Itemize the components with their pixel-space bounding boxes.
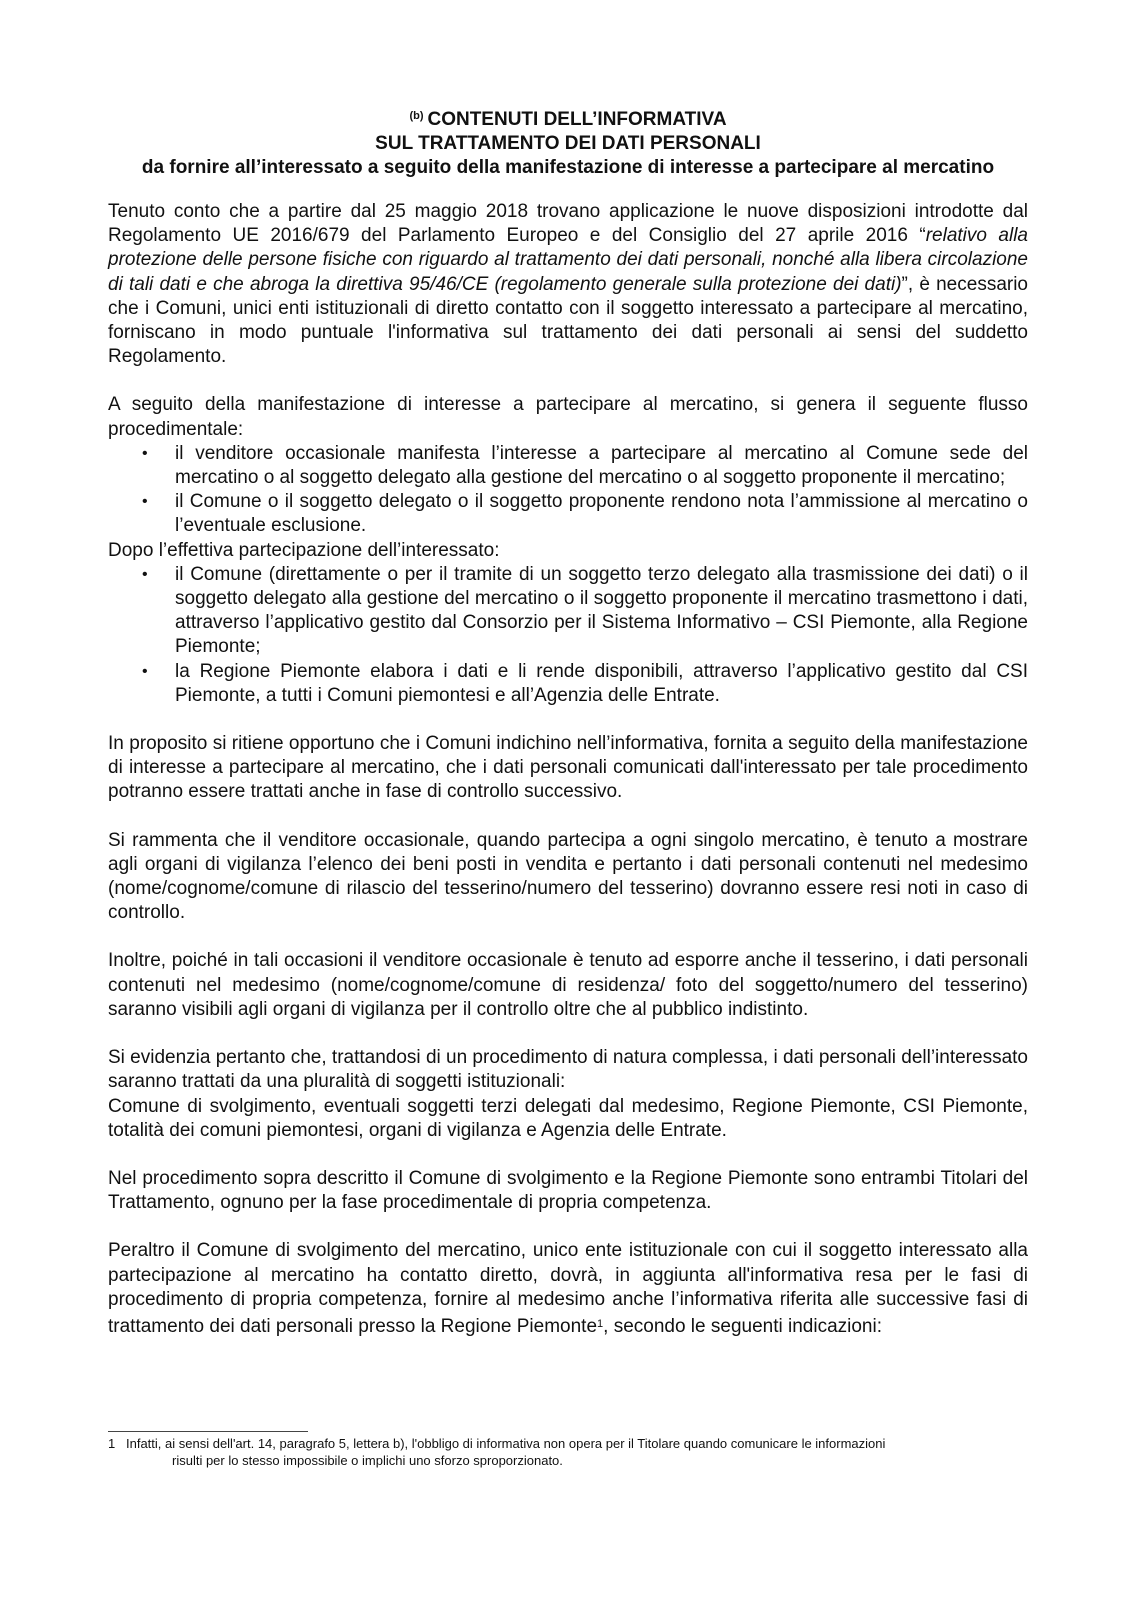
- paragraph-flow-intro: A seguito della manifestazione di interesse a partecipare al mercatino, si genera il seguente flusso procedimentale:: [108, 394, 1028, 440]
- footnote-divider: [108, 1431, 308, 1432]
- paragraph-proposito: In proposito si ritiene opportuno che i Comuni indichino nell’informativa, fornita a seguito della manifestazione di interesse a partecipare al mercatino, che i dati personali comunicati dall'interessato per tale procedimento potranno essere trattati anche in fase di controllo successivo.: [108, 733, 1028, 803]
- list-item: • il Comune (direttamente o per il tramite di un soggetto terzo delegato alla trasmissione dei dati) o il soggetto delegato alla gestione del mercatino o il soggetto proponente il mercatino trasmettono i dati, attraverso l’applicativo gestito dal Consorzio per il Sistema Informativo – CSI Piemonte, alla Regione Piemonte;: [108, 563, 1028, 660]
- heading-line-2: SUL TRATTAMENTO DEI DATI PERSONALI: [375, 133, 761, 154]
- document-page: [108, 104, 1028, 1339]
- list-item: • il venditore occasionale manifesta l’interesse a partecipare al mercatino al Comune sede del mercatino o al soggetto delegato alla gestione del mercatino o al soggetto proponente il mercatino;: [108, 442, 1028, 490]
- paragraph-after-participation: Dopo l’effettiva partecipazione dell’interessato:: [108, 539, 500, 561]
- footnote-text-line-2: risulti per lo stesso impossibile o implichi uno sforzo sproporzionato.: [172, 1453, 563, 1468]
- footnote-text-line-1: Infatti, ai sensi dell'art. 14, paragrafo 5, lettera b), l'obbligo di informativa non opera per il Titolare quando comunicare le informazioni: [126, 1436, 886, 1451]
- footnote: [108, 1435, 1028, 1469]
- paragraph-titolari: Nel procedimento sopra descritto il Comune di svolgimento e la Regione Piemonte sono entrambi Titolari del Trattamento, ognuno per la fase procedimentale di propria competenza.: [108, 1167, 1028, 1214]
- document-heading: [108, 104, 1028, 180]
- paragraph-peraltro: Peraltro il Comune di svolgimento del mercatino, unico ente istituzionale con cui il soggetto interessato alla partecipazione al mercatino ha contatto diretto, dovrà, in aggiunta all'informativa resa per le fasi di procedimento di propria competenza, fornire al medesimo anche l’informativa riferita alle successive fasi di trattamento dei dati personali presso la Regione Piemonte$^1$, secondo le seguenti indicazioni:: [108, 1240, 1028, 1337]
- paragraph-tesserino: Inoltre, poiché in tali occasioni il venditore occasionale è tenuto ad esporre anche il tesserino, i dati personali contenuti nel medesimo (nome/cognome/comune di residenza/ foto del soggetto/numero del tesserino) saranno visibili agli organi di vigilanza per il controllo oltre che al pubblico indistinto.: [108, 950, 1028, 1020]
- regulation-title: relativo alla protezione delle persone fisiche con riguardo al trattamento dei dati personali, nonché alla libera circolazione di tali dati e che abroga la direttiva 95/46/CE (regolamento generale sulla protezione dei dati): [108, 225, 1028, 295]
- bullet-list-manifestation: [108, 442, 1028, 539]
- paragraph-intro: Tenuto conto che a partire dal 25 maggio 2018 trovano applicazione le nuove disposizioni introdotte dal Regolamento UE 2016/679 del Parlamento Europeo e del Consiglio del 27 aprile 2016 “relativo alla protezione delle persone fisiche con riguardo al trattamento dei dati personali, nonché alla libera circolazione di tali dati e che abroga la direttiva 95/46/CE (regolamento generale sulla protezione dei dati)”, è necessario che i Comuni, unici enti istituzionali di diretto contatto con il soggetto interessato a partecipare al mercatino, forniscano in modo puntuale l'informativa sul trattamento dei dati personali ai sensi del suddetto Regolamento.: [108, 201, 1028, 368]
- footnote-number: 1: [108, 1436, 116, 1451]
- paragraph-soggetti: Si evidenzia pertanto che, trattandosi di un procedimento di natura complessa, i dati personali dell’interessato saranno trattati da una pluralità di soggetti istituzionali: Comune di svolgimento, eventuali soggetti terzi delegati dal medesimo, Regione Piemonte, CSI Piemonte, totalità dei comuni piemontesi, organi di vigilanza e Agenzia delle Entrate.: [108, 1047, 1028, 1141]
- section-marker: (b): [409, 110, 424, 122]
- heading-subtitle: da fornire all’interessato a seguito della manifestazione di interesse a partecipare al mercatino: [141, 157, 995, 178]
- bullet-list-transmission: [108, 563, 1028, 708]
- paragraph-rammenta: Si rammenta che il venditore occasionale, quando partecipa a ogni singolo mercatino, è tenuto a mostrare agli organi di vigilanza l’elenco dei beni posti in vendita e pertanto i dati personali contenuti nel medesimo (nome/cognome/comune di rilascio del tesserino/numero del tesserino) dovranno essere resi noti in caso di controllo.: [108, 829, 1028, 924]
- heading-line-1: $^{(b)}$ CONTENUTI DELL’INFORMATIVA: [409, 109, 727, 130]
- footnote-reference[interactable]: 1: [597, 1317, 604, 1330]
- list-item: • il Comune o il soggetto delegato o il soggetto proponente rendono nota l’ammissione al mercatino o l’eventuale esclusione.: [108, 490, 1028, 538]
- list-item: • la Regione Piemonte elabora i dati e li rende disponibili, attraverso l’applicativo gestito dal CSI Piemonte, a tutti i Comuni piemontesi e all’Agenzia delle Entrate.: [108, 660, 1028, 708]
